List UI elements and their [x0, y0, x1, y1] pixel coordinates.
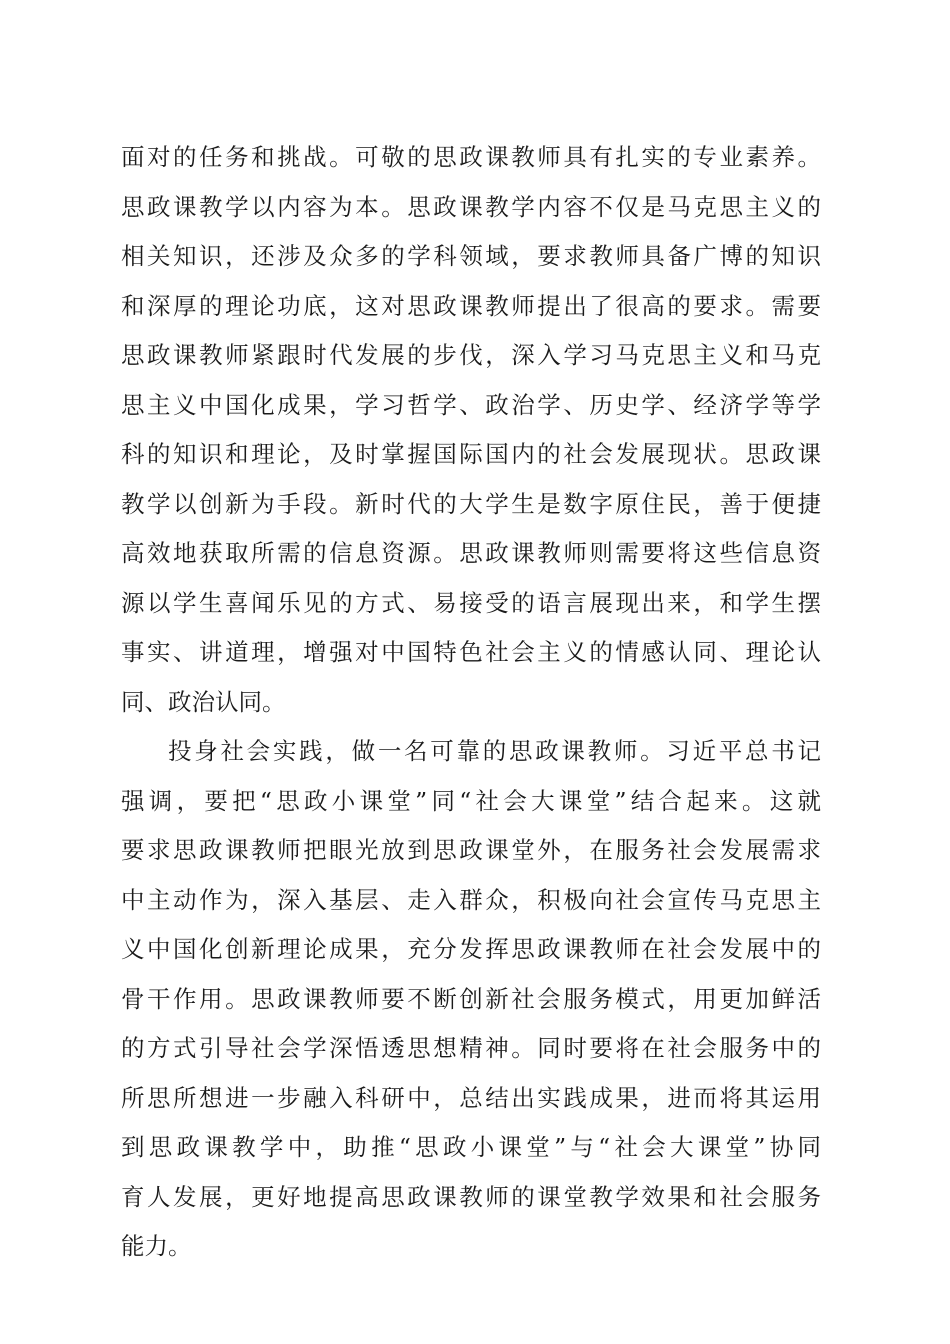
- text-line: 能力。: [121, 1232, 192, 1260]
- text-line: 相关知识，还涉及众多的学科领域，要求教师具备广博的知识: [121, 242, 821, 270]
- text-line: 事实、讲道理，增强对中国特色社会主义的情感认同、理论认: [121, 638, 821, 666]
- text-line: 强调，要把“思政小课堂”同“社会大课堂”结合起来。这就: [121, 787, 821, 815]
- text-line: 面对的任务和挑战。可敬的思政课教师具有扎实的专业素养。: [121, 143, 821, 171]
- text-line: 中主动作为，深入基层、走入群众，积极向社会宣传马克思主: [121, 886, 821, 914]
- text-line: 和深厚的理论功底，这对思政课教师提出了很高的要求。需要: [121, 292, 821, 320]
- text-line: 源以学生喜闻乐见的方式、易接受的语言展现出来，和学生摆: [121, 589, 821, 617]
- text-line: 高效地获取所需的信息资源。思政课教师则需要将这些信息资: [121, 539, 821, 567]
- text-line: 思政课教师紧跟时代发展的步伐，深入学习马克思主义和马克: [121, 341, 821, 369]
- text-line: 到思政课教学中，助推“思政小课堂”与“社会大课堂”协同: [121, 1133, 821, 1161]
- text-line: 育人发展，更好地提高思政课教师的课堂教学效果和社会服务: [121, 1183, 821, 1211]
- text-line: 思政课教学以内容为本。思政课教学内容不仅是马克思主义的: [121, 193, 821, 221]
- text-line: 骨干作用。思政课教师要不断创新社会服务模式，用更加鲜活: [121, 985, 821, 1013]
- text-line: 同、政治认同。: [121, 688, 286, 716]
- text-line: 教学以创新为手段。新时代的大学生是数字原住民，善于便捷: [121, 490, 821, 518]
- text-line: 的方式引导社会学深悟透思想精神。同时要将在社会服务中的: [121, 1034, 821, 1062]
- text-line: 投身社会实践，做一名可靠的思政课教师。习近平总书记: [168, 737, 821, 765]
- text-line: 科的知识和理论，及时掌握国际国内的社会发展现状。思政课: [121, 440, 821, 468]
- text-line: 所思所想进一步融入科研中，总结出实践成果，进而将其运用: [121, 1084, 821, 1112]
- text-line: 思主义中国化成果，学习哲学、政治学、历史学、经济学等学: [121, 391, 821, 419]
- text-line: 义中国化创新理论成果，充分发挥思政课教师在社会发展中的: [121, 935, 821, 963]
- text-line: 要求思政课教师把眼光放到思政课堂外，在服务社会发展需求: [121, 836, 821, 864]
